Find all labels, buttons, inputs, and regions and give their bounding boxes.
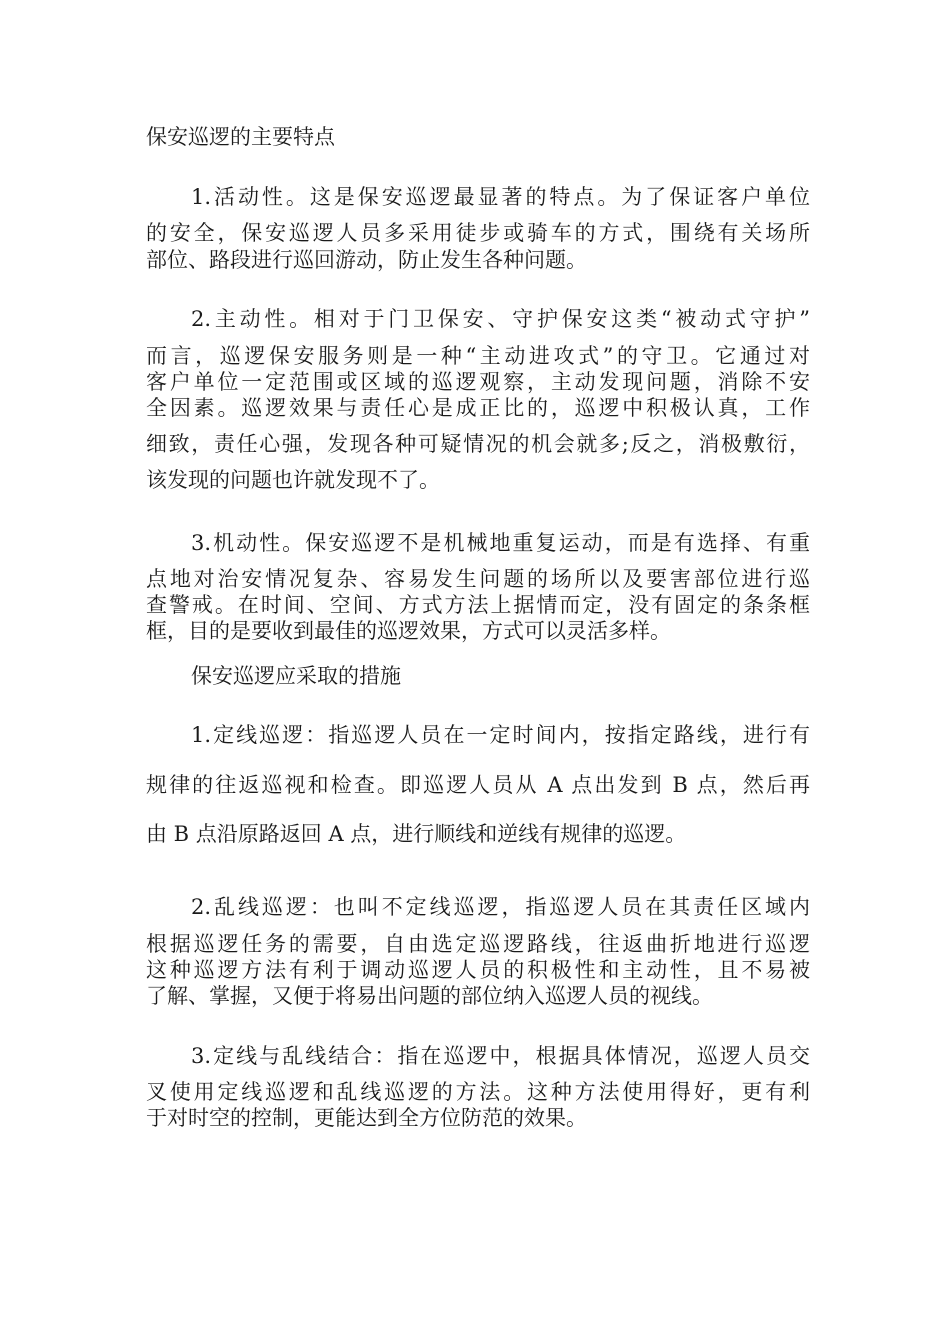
paragraph-line: 3.机动性。保安巡逻不是机械地重复运动，而是有选择、有重 (191, 531, 810, 555)
paragraph-line: 3.定线与乱线结合：指在巡逻中，根据具体情况，巡逻人员交 (191, 1044, 810, 1068)
paragraph-line: 2.主动性。相对于门卫保安、守护保安这类“被动式守护” (191, 307, 810, 331)
paragraph-line: 客户单位一定范围或区域的巡逻观察，主动发现问题，消除不安 (146, 370, 810, 394)
paragraph-line: 细致，责任心强，发现各种可疑情况的机会就多;反之，消极敷衍， (146, 432, 810, 456)
paragraph-line: 根据巡逻任务的需要，自由选定巡逻路线，往返曲折地进行巡逻 (146, 932, 810, 956)
paragraph-line: 2.乱线巡逻：也叫不定线巡逻，指巡逻人员在其责任区域内 (191, 895, 810, 919)
paragraph-line: 查警戒。在时间、空间、方式方法上据情而定，没有固定的条条框 (146, 593, 810, 617)
paragraph-line: 全因素。巡逻效果与责任心是成正比的，巡逻中积极认真，工作 (146, 396, 810, 420)
paragraph-line: 该发现的问题也许就发现不了。 (146, 468, 440, 492)
paragraph-line: 规律的往返巡视和检查。即巡逻人员从 A 点出发到 B 点，然后再 (146, 773, 810, 797)
paragraph-line: 由 B 点沿原路返回 A 点，进行顺线和逆线有规律的巡逻。 (146, 822, 687, 846)
paragraph-line: 框，目的是要收到最佳的巡逻效果，方式可以灵活多样。 (146, 619, 671, 643)
paragraph-line: 1.定线巡逻：指巡逻人员在一定时间内，按指定路线，进行有 (191, 723, 810, 747)
paragraph-line: 的安全，保安巡逻人员多采用徒步或骑车的方式，围绕有关场所 (146, 221, 810, 245)
paragraph-line: 而言，巡逻保安服务则是一种“主动进攻式”的守卫。它通过对 (146, 344, 810, 368)
paragraph-line: 这种巡逻方法有利于调动巡逻人员的积极性和主动性，且不易被 (146, 958, 810, 982)
paragraph-line: 于对时空的控制，更能达到全方位防范的效果。 (146, 1106, 587, 1130)
paragraph-line: 点地对治安情况复杂、容易发生问题的场所以及要害部位进行巡 (146, 567, 810, 591)
section-title-features: 保安巡逻的主要特点 (146, 125, 335, 149)
paragraph-line: 部位、路段进行巡回游动，防止发生各种问题。 (146, 248, 587, 272)
paragraph-line: 了解、掌握，又便于将易出问题的部位纳入巡逻人员的视线。 (146, 984, 713, 1008)
section-title-measures: 保安巡逻应采取的措施 (191, 664, 401, 688)
paragraph-line: 1.活动性。这是保安巡逻最显著的特点。为了保证客户单位 (191, 185, 810, 209)
paragraph-line: 叉使用定线巡逻和乱线巡逻的方法。这种方法使用得好，更有利 (146, 1080, 810, 1104)
